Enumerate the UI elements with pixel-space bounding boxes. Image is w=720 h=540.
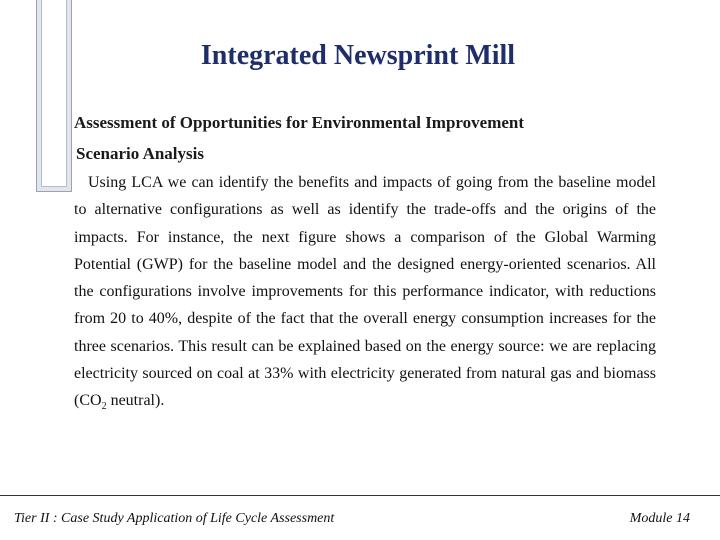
subheading-scenario-analysis: Scenario Analysis <box>76 144 204 163</box>
footer-divider <box>0 495 720 496</box>
body-main-text: Using LCA we can identify the benefits and impacts of going from the baseline model to alternative configurations as well as identify the trade-offs and the origins of the impacts. For instance, the next figure shows a comparison of the Global Warming Potential (GWP) for the baseline model and the designed energy-oriented scenarios. All the configurations involve improvements for this performance indicator, with reductions from 20 to 40%, despite of the fact that the overall energy consumption increases for the three scenarios. This result can be explained based on the energy source: we are replacing electricity sourced on coal at 33% with electricity generated from natural gas and biomass (CO <box>74 174 656 410</box>
body-paragraph <box>74 169 656 415</box>
slide-title: Integrated Newsprint Mill <box>200 40 516 71</box>
co2-subscript: 2 <box>101 401 107 413</box>
subheading-assessment: Assessment of Opportunities for Environmental Improvement <box>74 113 525 132</box>
decorative-side-bar-inner <box>41 0 67 187</box>
body-end-text: neutral). <box>106 392 165 410</box>
footer-module-label: Module 14 <box>629 511 690 526</box>
decorative-side-bar <box>36 0 72 192</box>
footer-course-title: Tier II : Case Study Application of Life Cycle Assessment <box>14 511 335 526</box>
